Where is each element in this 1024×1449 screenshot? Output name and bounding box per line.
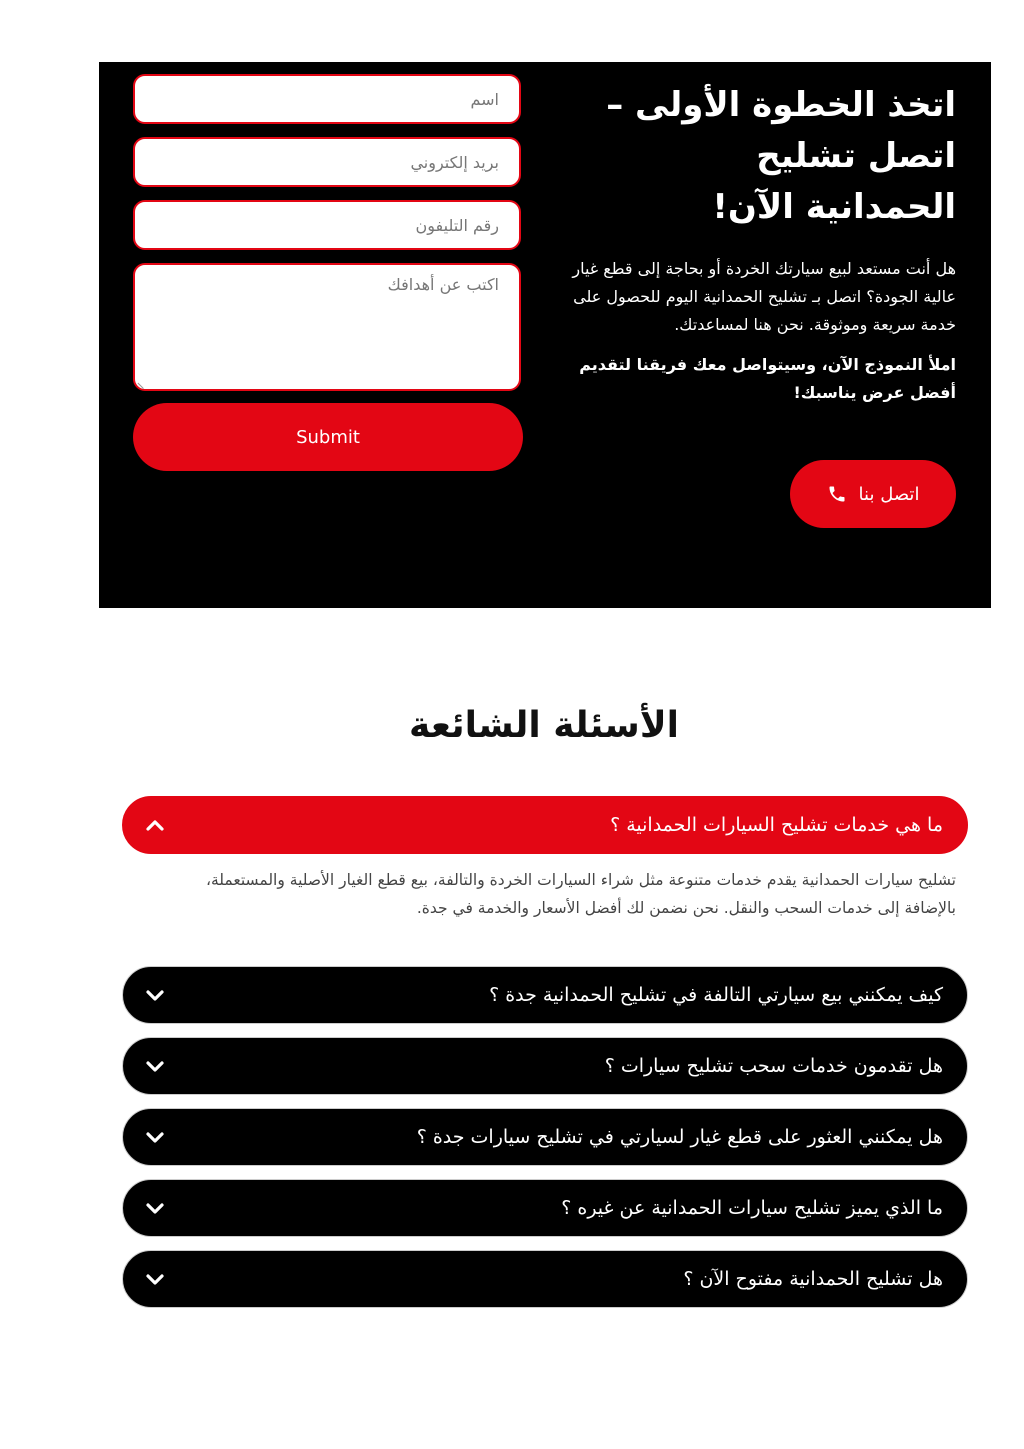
call-us-label: اتصل بنا: [858, 483, 920, 505]
faq-question: ما هي خدمات تشليح السيارات الحمدانية ؟: [610, 814, 943, 836]
phone-icon: [827, 484, 847, 504]
phone-field[interactable]: [133, 200, 521, 250]
chevron-down-icon: [145, 1059, 165, 1073]
cta-heading-line: اتصل تشليح: [756, 136, 956, 176]
cta-description: هل أنت مستعد لبيع سيارتك الخردة أو بحاجة إلى قطع غيار عالية الجودة؟ اتصل بـ تشليح الحمدانية اليوم للحصول على خدمة سريعة وموثوقة. نحن هنا لمساعدتك.: [572, 259, 956, 334]
cta-heading: [556, 80, 956, 233]
faq-item[interactable]: [122, 1179, 968, 1237]
faq-item[interactable]: [122, 1250, 968, 1308]
faq-list: [122, 796, 968, 1321]
email-field[interactable]: [133, 137, 521, 187]
chevron-up-icon: [145, 818, 165, 832]
chevron-down-icon: [145, 1201, 165, 1215]
email-placeholder: بريد إلكتروني: [410, 152, 499, 172]
faq-item[interactable]: [122, 1108, 968, 1166]
faq-question: هل تشليح الحمدانية مفتوح الآن ؟: [683, 1268, 943, 1290]
chevron-down-icon: [145, 1130, 165, 1144]
call-us-button[interactable]: [790, 460, 956, 528]
submit-button[interactable]: Submit: [133, 403, 523, 471]
message-placeholder: اكتب عن أهدافك: [387, 275, 499, 294]
faq-item[interactable]: [122, 796, 968, 854]
message-textarea[interactable]: [133, 263, 521, 391]
faq-question: هل تقدمون خدمات سحب تشليح سيارات ؟: [604, 1055, 943, 1077]
name-field[interactable]: [133, 74, 521, 124]
faq-question: كيف يمكنني بيع سيارتي التالفة في تشليح الحمدانية جدة ؟: [489, 984, 943, 1006]
cta-heading-line: الحمدانية الآن!: [712, 187, 956, 227]
chevron-down-icon: [145, 988, 165, 1002]
chevron-down-icon: [145, 1272, 165, 1286]
phone-placeholder: رقم التليفون: [415, 215, 499, 235]
faq-title: الأسئلة الشائعة: [409, 705, 679, 746]
faq-question: هل يمكنني العثور على قطع غيار لسيارتي في تشليح سيارات جدة ؟: [416, 1126, 943, 1148]
name-placeholder: اسم: [470, 89, 499, 109]
resize-handle[interactable]: [137, 377, 149, 389]
contact-form: [133, 74, 523, 471]
cta-heading-line: اتخذ الخطوة الأولى –: [606, 85, 956, 125]
faq-item[interactable]: [122, 966, 968, 1024]
faq-item[interactable]: [122, 1037, 968, 1095]
faq-question: ما الذي يميز تشليح سيارات الحمدانية عن غيره ؟: [561, 1197, 943, 1219]
cta-text-block: [556, 80, 956, 407]
faq-answer: تشليح سيارات الحمدانية يقدم خدمات متنوعة مثل شراء السيارات الخردة والتالفة، بيع قطع الغيار الأصلية والمستعملة، بالإضافة إلى خدمات السحب والنقل. نحن نضمن لك أفضل الأسعار والخدمة في جدة.: [205, 871, 956, 917]
cta-strong-text: املأ النموذج الآن، وسيتواصل معك فريقنا لتقديم أفضل عرض يناسبك!: [579, 355, 956, 402]
contact-cta-section: [99, 62, 991, 608]
